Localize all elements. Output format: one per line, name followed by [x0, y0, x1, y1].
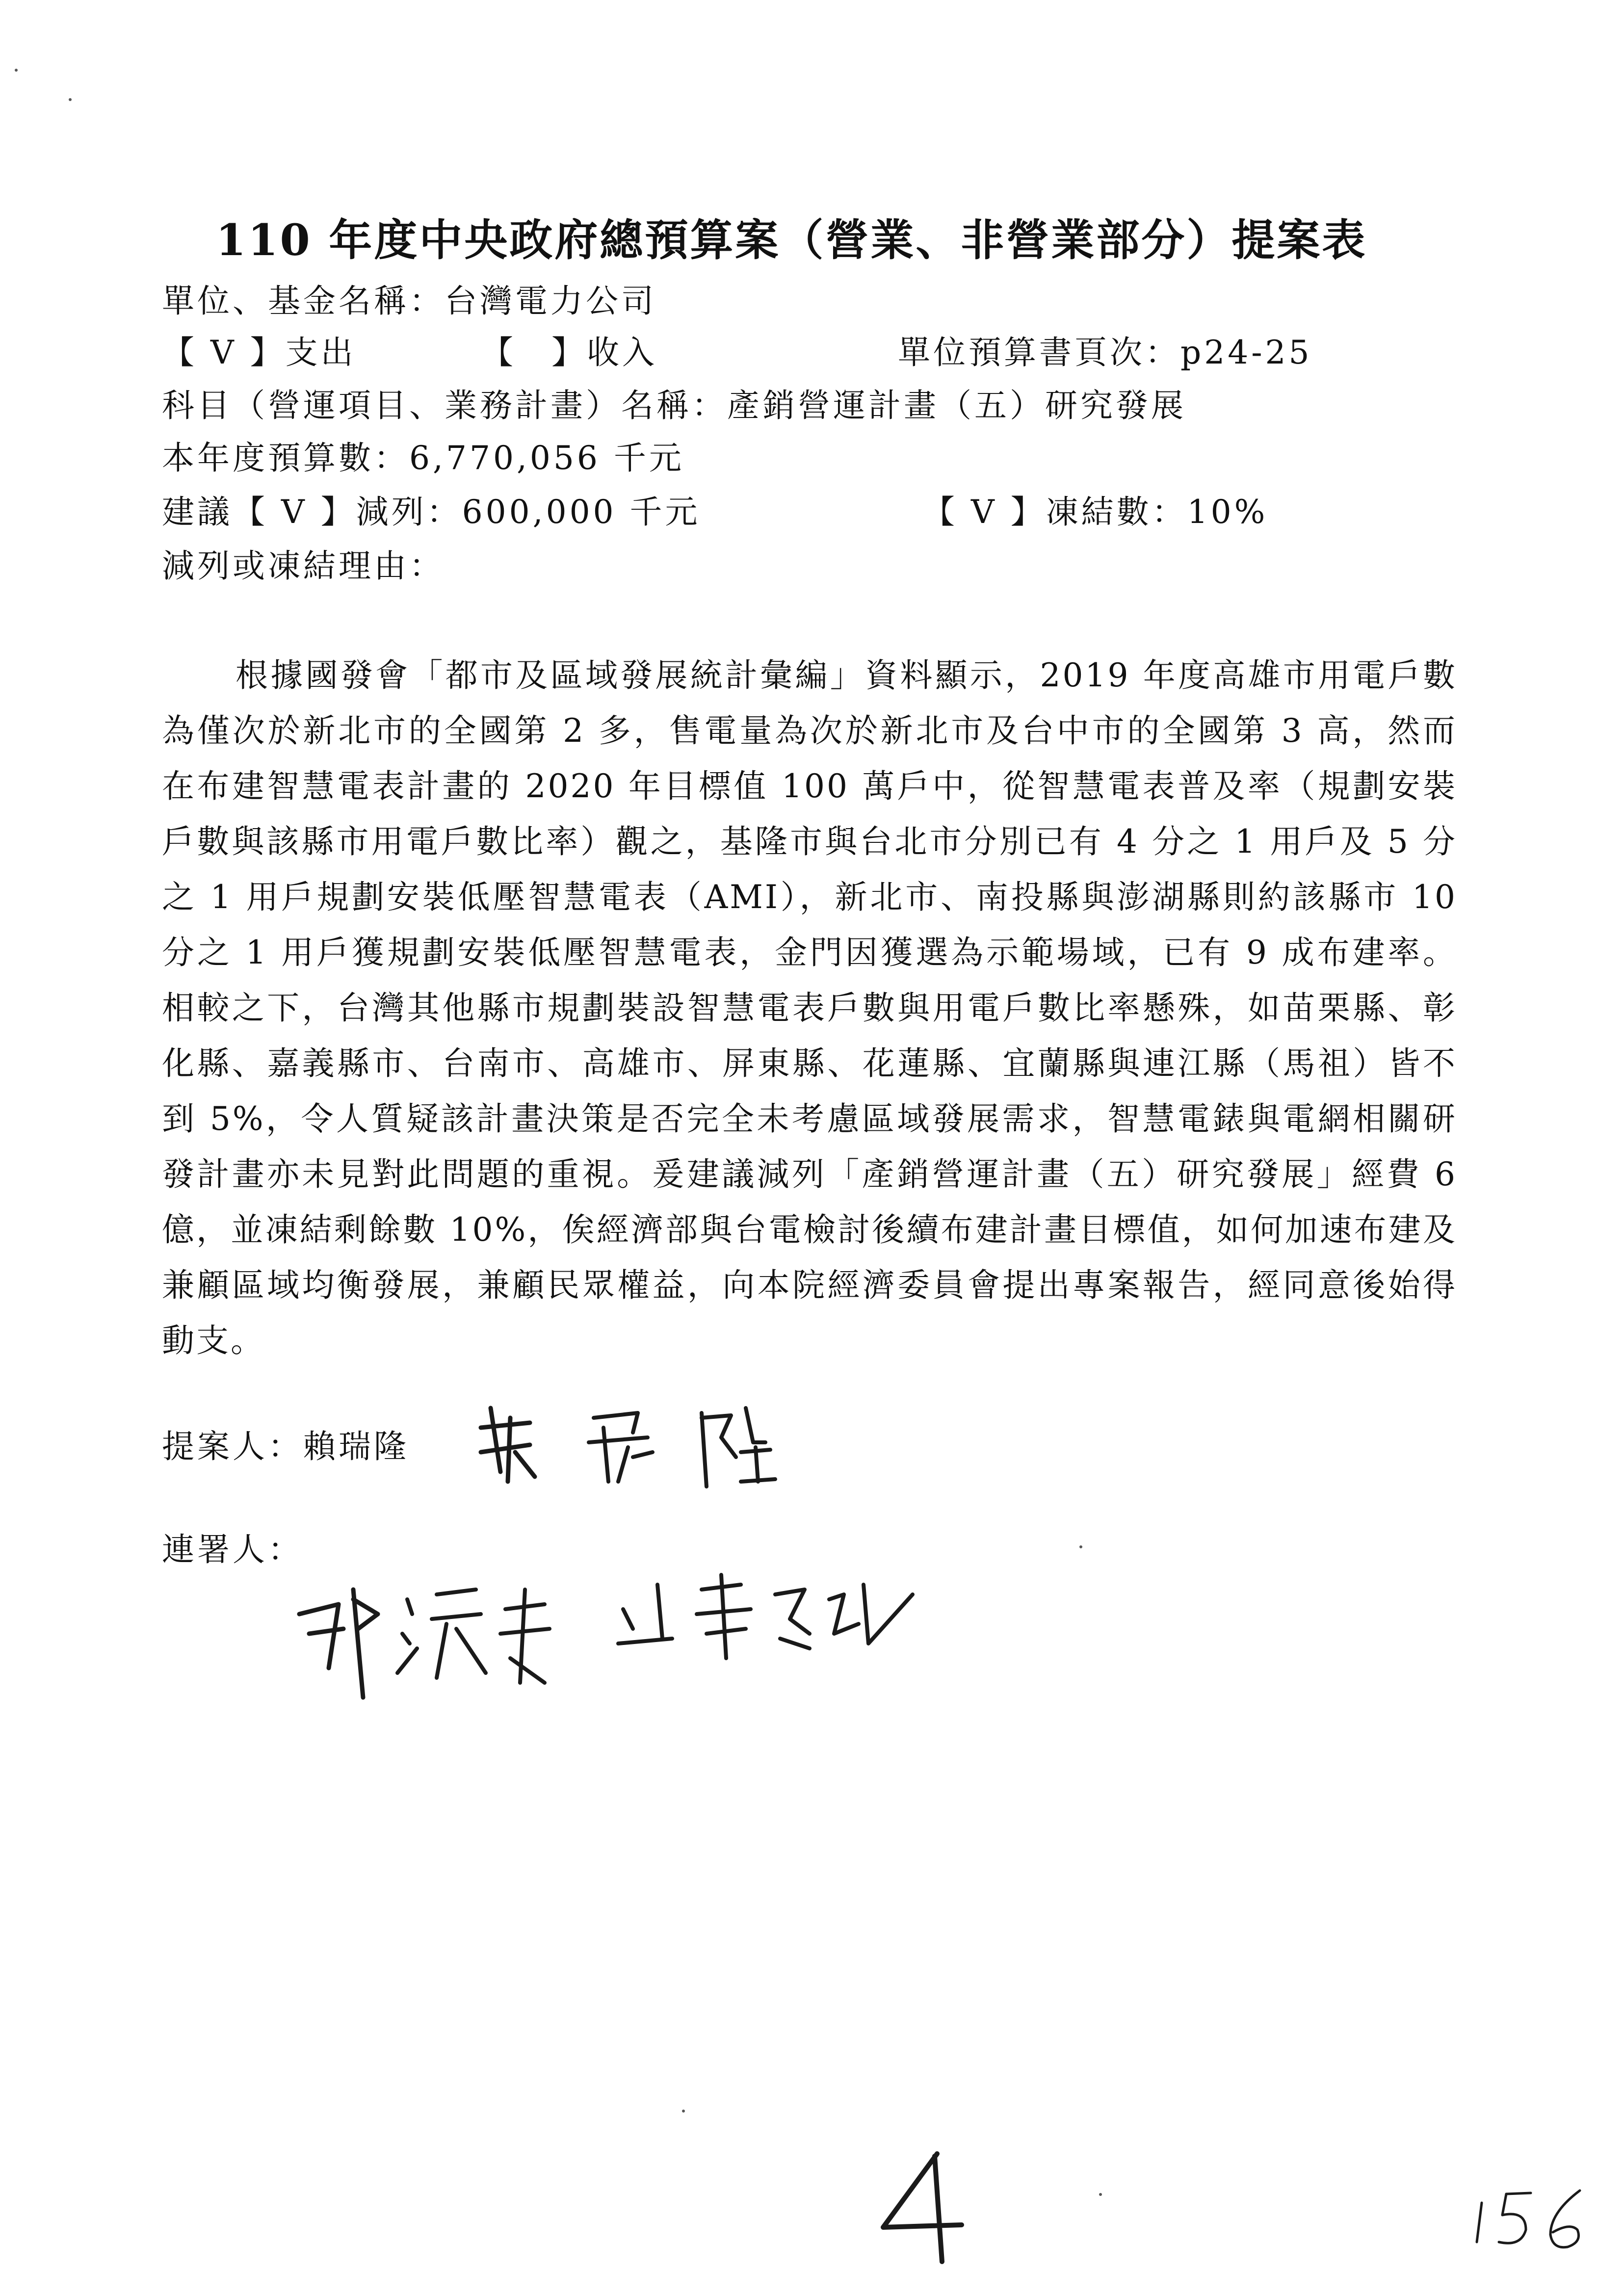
scan-speck — [69, 98, 72, 101]
proposer-label: 提案人：賴瑞隆 — [162, 1428, 409, 1465]
cosigner-signature-2 — [613, 1565, 917, 1663]
scan-speck — [682, 2110, 685, 2113]
scan-speck — [15, 69, 18, 72]
reason-paragraph: 根據國發會「都市及區域發展統計彙編」資料顯示，2019 年度高雄市用電戶數為僅次於新北市的全國第 2 多，售電量為次於新北市及台中市的全國第 3 高，然而在布建智慧電表計畫的 2020 年目標值 100 萬戶中，從智慧電表普及率（規劃安裝戶數與該縣市用電戶數比率）觀之，基隆市與台北市分別已有 4 分之 1 用戶及 5 分之 1 用戶規劃安裝低壓智慧電表（AMI），新北市、南投縣與澎湖縣則約該縣市 10 分之 1 用戶獲規劃安裝低壓智慧電表，金門因獲選為示範場域，已有 9 成布建率。相較之下，台灣其他縣市規劃裝設智慧電表戶數與用電戶數比率懸殊，如苗栗縣、彰化縣、嘉義縣市、台南市、高雄市、屏東縣、花蓮縣、宜蘭縣與連江縣（馬祖）皆不到 5%，令人質疑該計畫決策是否完全未考慮區域發展需求，智慧電錶與電網相關研發計畫亦未見對此問題的重視。爰建議減列「產銷營運計畫（五）研究發展」經費 6 億，並凍結剩餘數 10%，俟經濟部與台電檢討後續布建計畫目標值，如何加速布建及兼顧區域均衡發展，兼顧民眾權益，向本院經濟委員會提出專案報告，經同意後始得動支。 — [162, 656, 1457, 1359]
unit-fund-name: 單位、基金名稱：台灣電力公司 — [162, 282, 656, 320]
scan-speck — [1079, 1545, 1082, 1548]
handwritten-page-number — [873, 2144, 971, 2267]
cosigner-signature-1 — [289, 1570, 564, 1707]
proposer-signature — [471, 1398, 785, 1496]
scan-speck — [1099, 2193, 1102, 2196]
budget-amount: 本年度預算數：6,770,056 千元 — [162, 439, 684, 477]
expenditure-checkbox-label: 【 V 】支出 — [162, 334, 356, 371]
cut-amount: 建議【 V 】減列：600,000 千元 — [162, 493, 701, 531]
income-checkbox-label: 【 】收入 — [481, 334, 657, 371]
budget-book-page: 單位預算書頁次：p24-25 — [898, 334, 1312, 371]
handwritten-corner-number — [1467, 2183, 1595, 2257]
reason-label: 減列或凍結理由： — [162, 547, 445, 585]
page-title: 110 年度中央政府總預算案（營業、非營業部分）提案表 — [216, 214, 1367, 265]
freeze-percentage: 【 V 】凍結數：10% — [922, 493, 1268, 531]
subject-name: 科目（營運項目、業務計畫）名稱：產銷營運計畫（五）研究發展 — [162, 387, 1186, 424]
cosigner-label: 連署人： — [162, 1531, 303, 1568]
